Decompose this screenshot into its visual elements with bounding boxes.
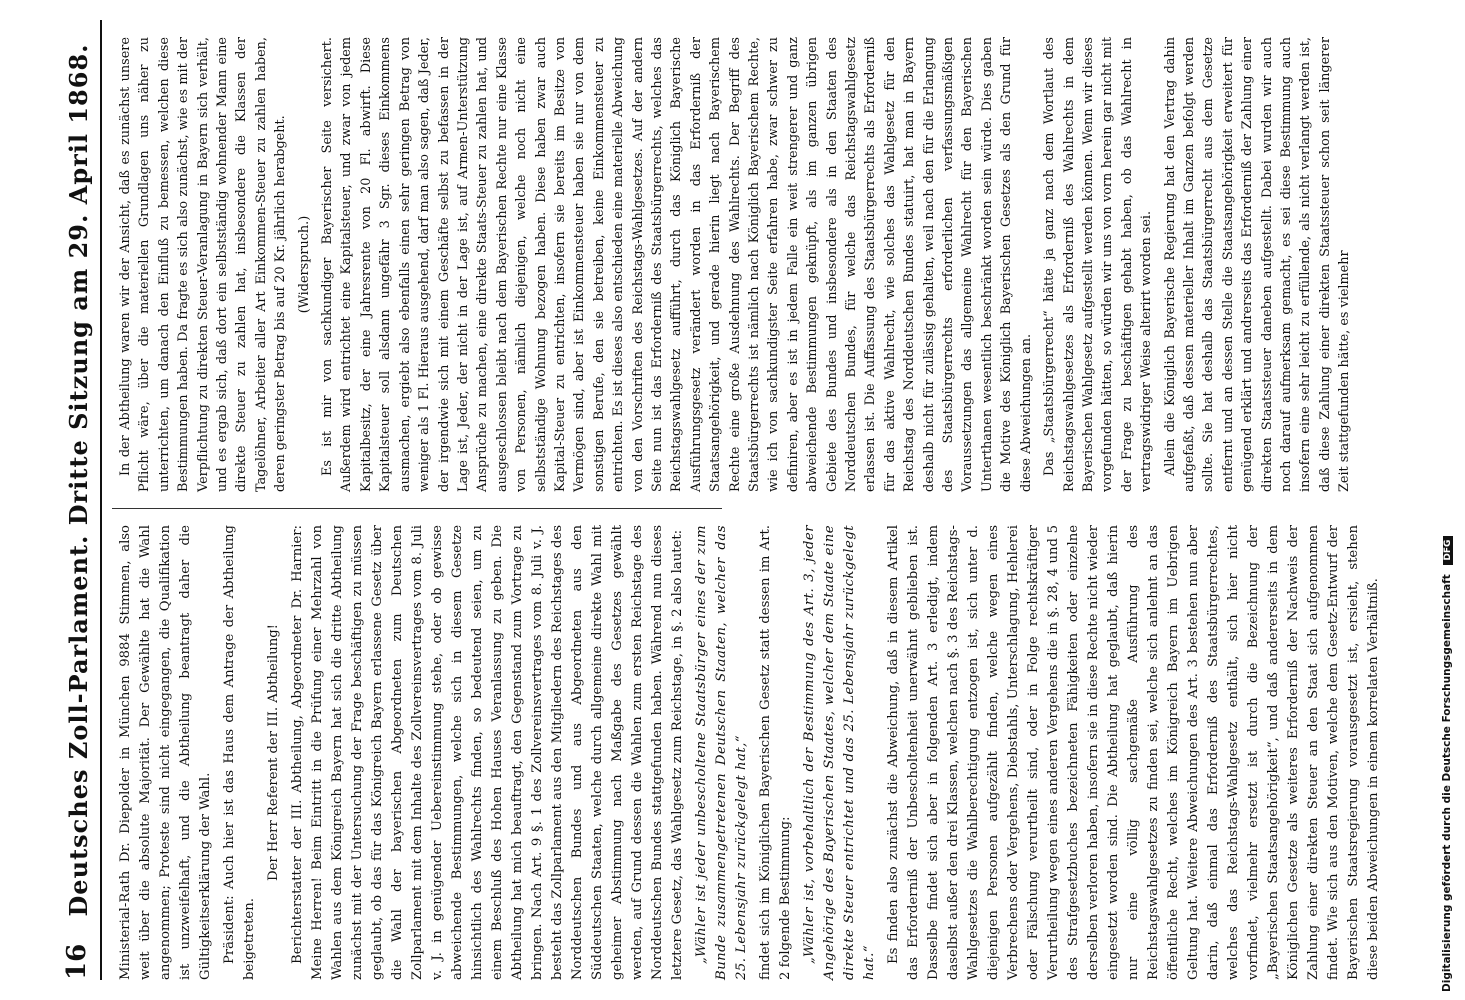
paragraph: Allein die Königlich Bayerische Regierung hat den Vertrag dahin aufgefaßt, daß dessen materieller Inhalt im Ganzen befolgt werden sollte. Sie hat deshalb das Staatsbürgerrecht aus dem Gesetze entfernt und an dessen Stelle die Staatsangehörigkeit erweitert für genügend erklärt und andrerseits das Erforderniß der Zahlung einer direkten Staatssteuer daneben aufgestellt. Dabei wurden wir auch noch darauf aufmerksam gemacht, es sei diese Bestimmung auch insofern eine sehr leicht zu erfüllende, als nicht verlangt werden ist, daß diese Zahlung einer direkten Staatssteuer schon seit längerer Zeit stattgefunden hätte, es vielmehr (1162, 37, 1353, 492)
paragraph: In der Abtheilung waren wir der Ansicht, daß es zunächst unsere Pflicht wäre, über die materiellen Grundlagen uns näher zu unterrichten, um danach den Einfluß zu bemessen, welchen diese Bestimmungen haben. Da fragte es sich also zunächst, wie es mit der Verpflichtung zu direkten Steuer-Veranlagung in Bayern sich verhält, und es ergab sich, daß dort ein selbstständig wohnender Mann eine direkte Steuer zu zahlen hat, insbesondere die Klassen der Tagelöhner, Arbeiter aller Art Einkommen-Steuer zu zahlen haben, deren geringster Betrag bis auf 20 Kr. jährlich herabgeht. (118, 37, 289, 492)
paragraph: findet sich im Königlichen Bayerischen Gesetz statt dessen im Art. 2 folgende Bestimmung: (758, 525, 793, 980)
dfg-logo: DFG (1443, 536, 1453, 565)
rotated-page (32, 0, 1432, 1000)
left-column (116, 525, 1388, 980)
paragraph: Es finden also zunächst die Abweichung, daß in diesem Artikel das Erforderniß der Unbescholtenheit unerwähnt geblieben ist. Dasselbe findet sich aber in folgenden Art. 3 erledigt, indem daselbst außer den drei Klassen, welchen nach §. 3 des Reichstags-Wahlgesetzes die Wahlberechtigung entzogen ist, sich unter d. diejenigen Personen aufgezählt finden, welche wegen eines Verbrechens oder Vergehens, Diebstahls, Unterschlagung, Hehlerei oder Fälschung verurtheilt sind, oder in Folge rechtskräftiger Verurtheilung wegen eines anderen Vergehens die in §. 28, 4 und 5 des Strafgesetzbuches bezeichneten Fähigkeiten oder einzelne derselben verloren haben, insofern sie in diese Rechte nicht wieder eingesetzt worden sind. Die Abtheilung hat geglaubt, daß hierin nur eine völlig sachgemäße Ausführung des Reichstagswahlgesetzes zu finden sei, welche sich anlehnt an das öffentliche Recht, welches im Königreich Bayern im Uebrigen Geltung hat. Weitere Abweichungen des Art. 3 bestehen nun aber darin, daß einmal das Erforderniß des Staatsbürgerrechtes, welches das Reichstags-Wahlgesetz enthält, sich hier nicht vorfindet, vielmehr ersetzt ist durch die Bezeichnung der „Bayerischen Staatsangehörigkeit“, und daß andererseits in dem Königlichen Gesetze als weiteres Erforderniß der Nachweis der Zahlung einer direkten Steuer an den Staat sich aufgenommen findet. Wie sich aus den Motiven, welche dem Gesetz-Entwurf der Bayerischen Staatsregierung vorausgesetzt ist, ersieht, stehen diese beiden Abweichungen in einem korrelaten Verhältniß. (886, 525, 1381, 980)
page-number: 16 (62, 943, 92, 980)
paragraph: Berichterstatter der III. Abtheilung, Abgeordneter Dr. Harnier: Meine Herren! Beim Eintritt in die Prüfung einer Mehrzahl von Wahlen aus dem Königreich Bayern hat sich die dritte Abtheilung zunächst mit der Untersuchung der Frage beschäftigen zu müssen geglaubt, ob das für das Königreich Bayern erlassene Gesetz über die Wahl der bayerischen Abgeordneten zum Deutschen Zollparlament mit dem Inhalte des Zollvereinsvertrages vom 8. Juli v. J. in genügender Uebereinstimmung stehe, oder ob gewisse abweichende Bestimmungen, welche sich in diesem Gesetze hinsichtlich des Wahlrechts finden, so bedeutend seien, um zu einem Beschluß des Hohen Hauses Veranlassung zu geben. Die Abtheilung hat mich beauftragt, den Gegenstand zum Vortrage zu bringen. Nach Art. 9 §. 1 des Zollvereinsvertrages vom 8. Juli v. J. besteht das Zollparlament aus den Mitgliedern des Reichstages des Norddeutschen Bundes und aus Abgeordneten aus den Süddeutschen Staaten, welche durch allgemeine direkte Wahl mit geheimer Abstimmung nach Maßgabe des Gesetzes gewählt werden, auf Grund dessen die Wahlen zum ersten Reichstage des Norddeutschen Bundes stattgefunden haben. Während nun dieses letztere Gesetz, das Wahlgesetz zum Reichstage, in §. 2 also lautet: (290, 525, 685, 980)
page-header (60, 20, 102, 980)
quotation: „Wähler ist, vorbehaltlich der Bestimmung des Art. 3, jeder Angehörige des Bayerischen Staates, welcher dem Staate eine direkte Steuer entrichtet und das 25. Lebensjahr zurückgelegt hat.“ (802, 525, 877, 980)
paragraph: Der Herr Referent der III. Abtheilung! (266, 624, 281, 881)
credit-text: Digitalisierung gefördert durch die Deutsche Forschungsgemeinschaft (1441, 574, 1453, 992)
column-divider (112, 508, 722, 509)
paragraph: Präsident: Auch hier ist das Haus dem Antrage der Abtheilung beigetreten. (222, 525, 257, 980)
interjection: (Widerspruch.) (296, 215, 312, 314)
paragraph: Ministerial-Rath Dr. Diepolder in München 9884 Stimmen, also weit über die absolute Majorität. Der Gewählte hat die Wahl angenommen; Proteste sind nicht eingegangen, die Qualifikation ist unzweifelhaft, und die Abtheilung beantragt daher die Gültigkeitserklärung der Wahl. (118, 525, 213, 980)
paragraph: Das „Staatsbürgerrecht“ hätte ja ganz nach dem Wortlaut des Reichstagswahlgesetzes als Erforderniß des Wahlrechts in dem Bayerischen Wahlgesetz aufgestellt werden können. Wenn wir dieses vorgefunden hätten, so würden wir uns von vorn herein gar nicht mit der Frage zu beschäftigen gehabt haben, ob das Wahlrecht in vertragswidriger Weise alterirt worden sei. (1042, 37, 1155, 492)
running-title: Deutsches Zoll-Parlament. Dritte Sitzung am 29. April 1868. (64, 43, 93, 917)
right-column (116, 37, 1359, 492)
paragraph: Es ist mir von sachkundiger Bayerischer Seite versichert. Außerdem wird entrichtet eine Kapitalsteuer, und zwar von jedem Kapitalbesitz, der eine Jahresrente von 20 Fl. abwirft. Diese Kapitalsteuer soll alsdann ungefähr 3 Sgr. dieses Einkommens ausmachen, ergiebt also ebenfalls einen sehr geringen Betrag von weniger als 1 Fl. Hieraus ausgehend, darf man also sagen, daß Jeder, der irgendwie sich mit einem Geschäfte selbst zu befassen in der Lage ist, Jeder, der nicht in der Lage ist, auf Armen-Unterstützung Ansprüche zu machen, eine direkte Staats-Steuer zu zahlen hat, und ausgeschlossen bleibt nach dem Bayerischen Rechte nur eine Klasse von Personen, nämlich diejenigen, welche noch nicht eine selbstständige Wohnung bezogen haben. Diese haben zwar auch Kapital-Steuer zu entrichten, insofern sie bereits im Besitze von Vermögen sind, aber ist Einkommensteuer haben sie nur von dem sonstigen Berufe, den sie betreiben, keine Einkommensteuer zu entrichten. Es ist dieses also entschieden eine materielle Abweichung von den Vorschriften des Reichstags-Wahlgesetzes. Auf der andern Seite nun ist das Erforderniß des Staatsbürgerrechts, welches das Reichstagswahlgesetz aufführt, durch das Königlich Bayerische Ausführungsgesetz verändert worden in das Erforderniß der Staatsangehörigkeit, und gerade hierin liegt nach Bayerischem Rechte eine große Ausdehnung des Wahlrechts. Der Begriff des Staatsbürgerrechts ist nämlich nach Königlich Bayerischem Rechte, wie ich von sachkundigster Seite erfahren habe, zwar schwer zu definiren, aber es ist in jedem Falle ein weit strengerer und ganz abweichende Bestimmungen geknüpft, als im ganzen übrigen Gebiete des Bundes und insbesondere als in den Staaten des Norddeutschen Bundes, für welche das Reichstagswahlgesetz erlassen ist. Die Auffassung des Staatsbürgerrechts als Erforderniß für das aktive Wahlrecht, wie solches das Wahlgesetz für den Reichstag des Norddeutschen Bundes statuirt, hat man in Bayern deshalb nicht für zulässig gehalten, weil nach den für die Erlangung des Staatsbürgerrechts erforderlichen verfassungsmäßigen Voraussetzungen das allgemeine Wahlrecht für den Bayerischen Unterthanen wesentlich beschränkt worden sein würde. Dies gaben die Motive des Königlich Bayerischen Gesetzes als den Grund für diese Abweichungen an. (320, 37, 1034, 492)
digitization-credit (1441, 8, 1461, 992)
quotation: „Wähler ist jeder unbescholtene Staatsbürger eines der zum Bunde zusammengetretenen Deutschen Staaten, welcher das 25. Lebensjahr zurückgelegt hat,“ (694, 525, 749, 980)
